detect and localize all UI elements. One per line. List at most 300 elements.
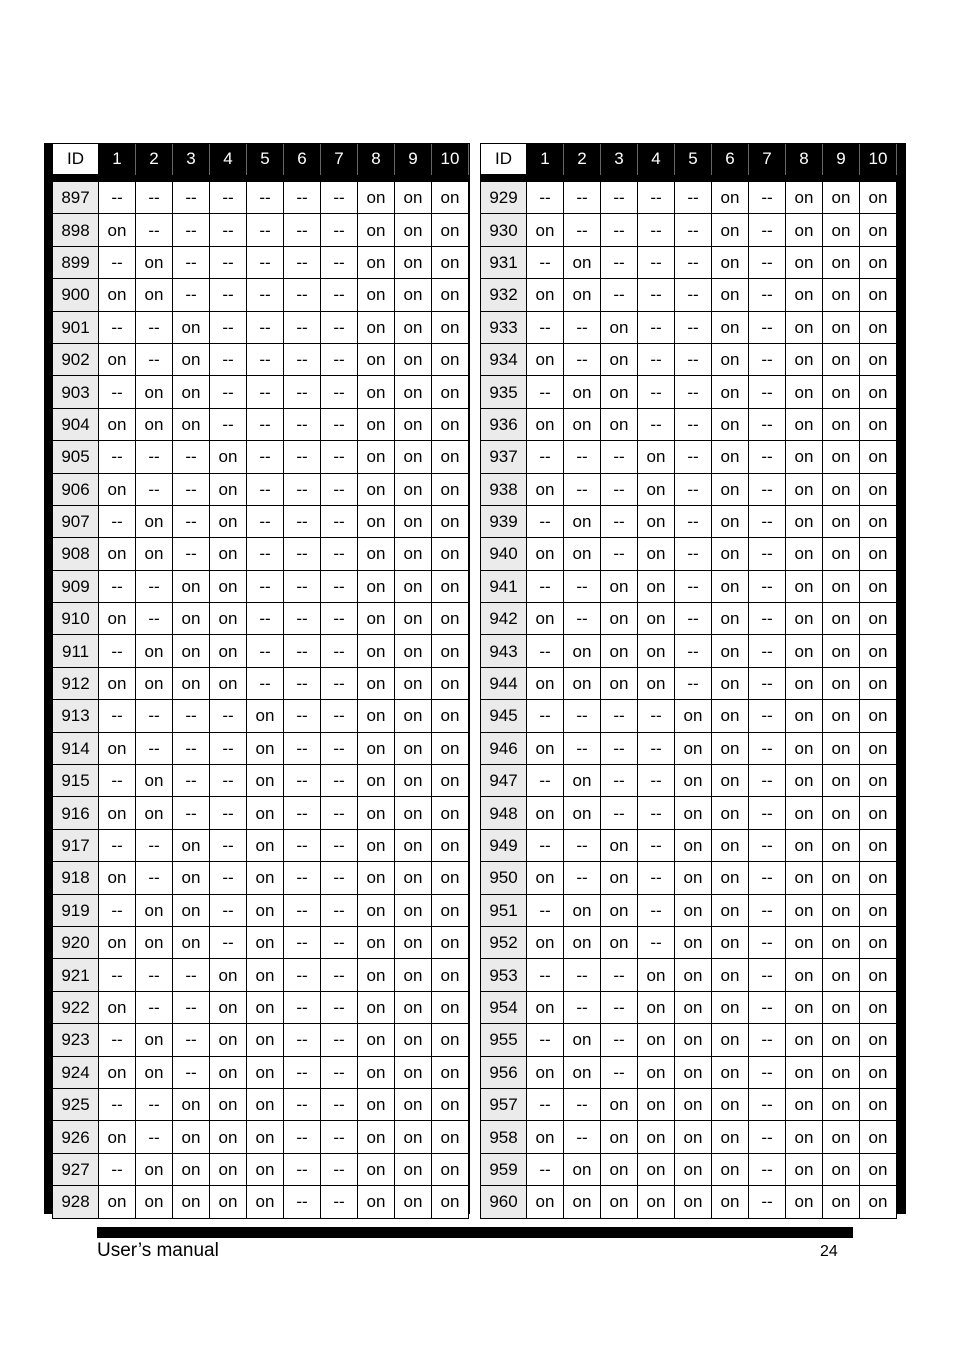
id-cell: 923 <box>53 1024 99 1056</box>
id-cell: 941 <box>481 570 527 602</box>
switch-cell: on <box>564 505 601 537</box>
switch-cell: on <box>527 408 564 440</box>
table-row <box>53 441 469 473</box>
switch-cell: -- <box>675 246 712 278</box>
switch-cell: on <box>432 732 469 764</box>
switch-cell: -- <box>527 959 564 991</box>
switch-cell: on <box>432 538 469 570</box>
switch-cell: on <box>210 667 247 699</box>
switch-cell: on <box>173 343 210 375</box>
switch-cell: on <box>860 765 897 797</box>
switch-cell: on <box>860 214 897 246</box>
switch-cell: on <box>99 862 136 894</box>
switch-cell: -- <box>99 959 136 991</box>
switch-cell: on <box>860 408 897 440</box>
switch-cell: -- <box>675 441 712 473</box>
switch-cell: -- <box>321 279 358 311</box>
switch-cell: -- <box>675 279 712 311</box>
switch-cell: on <box>210 603 247 635</box>
table-row <box>53 408 469 440</box>
switch-cell: on <box>712 376 749 408</box>
switch-cell: -- <box>749 894 786 926</box>
switch-cell: -- <box>601 246 638 278</box>
switch-cell: -- <box>247 214 284 246</box>
switch-cell: on <box>786 667 823 699</box>
switch-cell: on <box>136 408 173 440</box>
switch-cell: -- <box>284 1186 321 1218</box>
switch-cell: -- <box>321 894 358 926</box>
column-header-switch: 6 <box>712 144 749 175</box>
switch-cell: on <box>99 1056 136 1088</box>
switch-cell: -- <box>247 473 284 505</box>
dip-table-left-panel <box>44 143 470 1214</box>
switch-cell: on <box>823 667 860 699</box>
column-header-switch: 5 <box>247 144 284 175</box>
switch-cell: -- <box>564 829 601 861</box>
switch-cell: -- <box>284 1088 321 1120</box>
switch-cell: on <box>527 214 564 246</box>
switch-cell: on <box>786 1088 823 1120</box>
dip-table-left <box>52 143 469 1219</box>
column-header-switch: 3 <box>173 144 210 175</box>
column-header-switch: 4 <box>638 144 675 175</box>
table-row <box>53 1153 469 1185</box>
switch-cell: on <box>601 1121 638 1153</box>
switch-cell: on <box>712 246 749 278</box>
id-cell: 948 <box>481 797 527 829</box>
switch-cell: on <box>358 1186 395 1218</box>
switch-cell: on <box>675 700 712 732</box>
switch-cell: -- <box>601 1056 638 1088</box>
switch-cell: on <box>786 1153 823 1185</box>
switch-cell: on <box>210 635 247 667</box>
switch-cell: on <box>136 538 173 570</box>
switch-cell: -- <box>638 279 675 311</box>
switch-cell: -- <box>284 894 321 926</box>
switch-cell: on <box>210 1121 247 1153</box>
id-cell: 957 <box>481 1088 527 1120</box>
switch-cell: -- <box>675 182 712 214</box>
switch-cell: on <box>712 441 749 473</box>
switch-cell: on <box>712 732 749 764</box>
id-cell: 919 <box>53 894 99 926</box>
switch-cell: on <box>210 959 247 991</box>
switch-cell: on <box>564 538 601 570</box>
switch-cell: on <box>395 441 432 473</box>
switch-cell: -- <box>321 765 358 797</box>
switch-cell: on <box>601 862 638 894</box>
switch-cell: on <box>564 635 601 667</box>
id-cell: 932 <box>481 279 527 311</box>
switch-cell: on <box>823 538 860 570</box>
switch-cell: on <box>247 1186 284 1218</box>
table-row <box>481 246 897 278</box>
switch-cell: -- <box>210 246 247 278</box>
footer-rule <box>97 1227 853 1238</box>
switch-cell: -- <box>136 343 173 375</box>
switch-cell: on <box>358 797 395 829</box>
table-row <box>53 1121 469 1153</box>
switch-cell: on <box>823 1153 860 1185</box>
switch-cell: on <box>601 343 638 375</box>
switch-cell: on <box>564 1024 601 1056</box>
column-header-id: ID <box>481 144 527 175</box>
switch-cell: on <box>358 1024 395 1056</box>
id-cell: 960 <box>481 1186 527 1218</box>
switch-cell: on <box>860 279 897 311</box>
switch-cell: on <box>358 570 395 602</box>
switch-cell: on <box>395 732 432 764</box>
switch-cell: on <box>712 926 749 958</box>
switch-cell: -- <box>675 408 712 440</box>
switch-cell: -- <box>173 959 210 991</box>
switch-cell: on <box>712 959 749 991</box>
switch-cell: -- <box>321 862 358 894</box>
id-cell: 913 <box>53 700 99 732</box>
switch-cell: -- <box>99 894 136 926</box>
switch-cell: -- <box>601 505 638 537</box>
switch-cell: on <box>564 1153 601 1185</box>
switch-cell: -- <box>247 538 284 570</box>
switch-cell: on <box>358 1153 395 1185</box>
switch-cell: on <box>99 603 136 635</box>
switch-cell: -- <box>321 246 358 278</box>
table-row <box>53 538 469 570</box>
switch-cell: on <box>786 311 823 343</box>
switch-cell: on <box>395 182 432 214</box>
switch-cell: on <box>358 376 395 408</box>
switch-cell: -- <box>284 926 321 958</box>
id-cell: 909 <box>53 570 99 602</box>
switch-cell: on <box>712 214 749 246</box>
id-cell: 916 <box>53 797 99 829</box>
switch-cell: on <box>358 894 395 926</box>
switch-cell: -- <box>99 570 136 602</box>
switch-cell: on <box>786 732 823 764</box>
id-cell: 949 <box>481 829 527 861</box>
id-cell: 943 <box>481 635 527 667</box>
switch-cell: on <box>601 1088 638 1120</box>
switch-cell: -- <box>527 765 564 797</box>
switch-cell: -- <box>638 894 675 926</box>
table-row <box>53 894 469 926</box>
column-header-switch: 1 <box>527 144 564 175</box>
switch-cell: -- <box>638 343 675 375</box>
switch-cell: -- <box>284 570 321 602</box>
switch-cell: on <box>432 279 469 311</box>
switch-cell: on <box>712 862 749 894</box>
table-row <box>481 570 897 602</box>
switch-cell: on <box>860 505 897 537</box>
switch-cell: on <box>786 765 823 797</box>
table-row <box>481 279 897 311</box>
switch-cell: on <box>395 1088 432 1120</box>
id-cell: 900 <box>53 279 99 311</box>
id-cell: 910 <box>53 603 99 635</box>
switch-cell: -- <box>321 1153 358 1185</box>
switch-cell: on <box>395 635 432 667</box>
switch-cell: on <box>786 570 823 602</box>
switch-cell: on <box>395 214 432 246</box>
switch-cell: -- <box>247 667 284 699</box>
switch-cell: on <box>358 1056 395 1088</box>
switch-cell: on <box>712 182 749 214</box>
table-row <box>53 311 469 343</box>
switch-cell: on <box>823 765 860 797</box>
switch-cell: on <box>712 829 749 861</box>
switch-cell: -- <box>284 959 321 991</box>
switch-cell: -- <box>284 182 321 214</box>
switch-cell: -- <box>210 926 247 958</box>
switch-cell: -- <box>284 408 321 440</box>
switch-cell: on <box>638 1186 675 1218</box>
id-cell: 935 <box>481 376 527 408</box>
id-cell: 927 <box>53 1153 99 1185</box>
switch-cell: -- <box>210 279 247 311</box>
switch-cell: on <box>601 408 638 440</box>
id-cell: 940 <box>481 538 527 570</box>
id-cell: 947 <box>481 765 527 797</box>
switch-cell: -- <box>749 1024 786 1056</box>
switch-cell: -- <box>284 797 321 829</box>
switch-cell: -- <box>564 1121 601 1153</box>
switch-cell: on <box>247 1153 284 1185</box>
switch-cell: on <box>601 894 638 926</box>
table-row <box>53 246 469 278</box>
switch-cell: -- <box>749 570 786 602</box>
switch-cell: on <box>432 829 469 861</box>
switch-cell: on <box>860 246 897 278</box>
switch-cell: on <box>432 1056 469 1088</box>
switch-cell: on <box>358 441 395 473</box>
switch-cell: on <box>358 538 395 570</box>
switch-cell: on <box>638 667 675 699</box>
switch-cell: on <box>358 473 395 505</box>
switch-cell: -- <box>564 441 601 473</box>
switch-cell: -- <box>601 473 638 505</box>
id-cell: 901 <box>53 311 99 343</box>
switch-cell: -- <box>136 441 173 473</box>
switch-cell: on <box>712 635 749 667</box>
id-cell: 942 <box>481 603 527 635</box>
table-row <box>53 959 469 991</box>
switch-cell: on <box>860 603 897 635</box>
switch-cell: on <box>99 797 136 829</box>
switch-cell: -- <box>749 441 786 473</box>
id-cell: 939 <box>481 505 527 537</box>
table-row <box>481 505 897 537</box>
switch-cell: -- <box>601 279 638 311</box>
switch-cell: on <box>860 829 897 861</box>
id-cell: 908 <box>53 538 99 570</box>
id-cell: 926 <box>53 1121 99 1153</box>
header-gap-cell <box>481 175 897 182</box>
switch-cell: on <box>136 279 173 311</box>
switch-cell: -- <box>638 182 675 214</box>
switch-cell: -- <box>247 603 284 635</box>
switch-cell: -- <box>564 700 601 732</box>
switch-cell: -- <box>675 473 712 505</box>
switch-cell: on <box>173 603 210 635</box>
switch-cell: on <box>675 926 712 958</box>
switch-cell: -- <box>675 570 712 602</box>
column-header-id: ID <box>53 144 99 175</box>
switch-cell: on <box>358 311 395 343</box>
switch-cell: on <box>786 797 823 829</box>
table-row <box>53 182 469 214</box>
switch-cell: -- <box>321 473 358 505</box>
switch-cell: on <box>823 959 860 991</box>
switch-cell: on <box>712 505 749 537</box>
switch-cell: -- <box>247 441 284 473</box>
table-row <box>481 991 897 1023</box>
switch-cell: on <box>247 829 284 861</box>
id-cell: 931 <box>481 246 527 278</box>
switch-cell: -- <box>247 635 284 667</box>
switch-cell: on <box>823 473 860 505</box>
switch-cell: on <box>210 1024 247 1056</box>
switch-cell: -- <box>99 1088 136 1120</box>
switch-cell: on <box>601 829 638 861</box>
switch-cell: -- <box>99 765 136 797</box>
switch-cell: -- <box>210 343 247 375</box>
header-gap <box>481 175 897 182</box>
id-cell: 930 <box>481 214 527 246</box>
switch-cell: -- <box>321 991 358 1023</box>
switch-cell: -- <box>284 991 321 1023</box>
switch-cell: on <box>173 926 210 958</box>
switch-cell: on <box>432 635 469 667</box>
switch-cell: on <box>712 894 749 926</box>
switch-cell: -- <box>675 343 712 375</box>
switch-cell: on <box>173 1121 210 1153</box>
switch-cell: on <box>136 246 173 278</box>
switch-cell: -- <box>173 538 210 570</box>
switch-cell: on <box>860 991 897 1023</box>
switch-cell: on <box>712 1153 749 1185</box>
switch-cell: -- <box>527 311 564 343</box>
switch-cell: on <box>860 667 897 699</box>
table-row <box>53 926 469 958</box>
switch-cell: -- <box>321 667 358 699</box>
switch-cell: on <box>823 1024 860 1056</box>
id-cell: 950 <box>481 862 527 894</box>
switch-cell: -- <box>601 214 638 246</box>
switch-cell: on <box>823 1121 860 1153</box>
switch-cell: on <box>712 1024 749 1056</box>
table-row <box>53 279 469 311</box>
switch-cell: on <box>860 1121 897 1153</box>
switch-cell: -- <box>136 959 173 991</box>
switch-cell: -- <box>99 182 136 214</box>
switch-cell: -- <box>749 214 786 246</box>
switch-cell: -- <box>321 732 358 764</box>
switch-cell: -- <box>210 214 247 246</box>
table-row <box>53 829 469 861</box>
switch-cell: on <box>860 182 897 214</box>
switch-cell: on <box>432 700 469 732</box>
switch-cell: on <box>395 765 432 797</box>
switch-cell: -- <box>284 343 321 375</box>
id-cell: 958 <box>481 1121 527 1153</box>
switch-cell: on <box>136 894 173 926</box>
id-cell: 917 <box>53 829 99 861</box>
id-cell: 907 <box>53 505 99 537</box>
switch-cell: -- <box>675 376 712 408</box>
table-row <box>481 1121 897 1153</box>
switch-cell: -- <box>749 279 786 311</box>
table-row <box>481 765 897 797</box>
switch-cell: on <box>395 311 432 343</box>
switch-cell: on <box>564 667 601 699</box>
switch-cell: on <box>358 926 395 958</box>
switch-cell: -- <box>638 700 675 732</box>
switch-cell: on <box>675 894 712 926</box>
switch-cell: -- <box>136 1121 173 1153</box>
switch-cell: -- <box>527 1088 564 1120</box>
switch-cell: on <box>786 959 823 991</box>
switch-cell: on <box>432 1153 469 1185</box>
switch-cell: -- <box>321 570 358 602</box>
switch-cell: -- <box>601 538 638 570</box>
switch-cell: on <box>210 473 247 505</box>
switch-cell: on <box>823 1186 860 1218</box>
column-header-switch: 10 <box>860 144 897 175</box>
switch-cell: on <box>675 1186 712 1218</box>
switch-cell: on <box>395 1153 432 1185</box>
switch-cell: -- <box>527 635 564 667</box>
id-cell: 934 <box>481 343 527 375</box>
table-row <box>481 182 897 214</box>
switch-cell: on <box>432 1088 469 1120</box>
switch-cell: on <box>638 635 675 667</box>
switch-cell: -- <box>601 765 638 797</box>
switch-cell: -- <box>564 473 601 505</box>
switch-cell: on <box>823 1088 860 1120</box>
switch-cell: on <box>247 991 284 1023</box>
switch-cell: -- <box>136 862 173 894</box>
switch-cell: on <box>638 473 675 505</box>
switch-cell: -- <box>749 343 786 375</box>
switch-cell: on <box>860 1024 897 1056</box>
switch-cell: -- <box>136 991 173 1023</box>
switch-cell: on <box>395 376 432 408</box>
table-row <box>481 538 897 570</box>
switch-cell: -- <box>247 505 284 537</box>
switch-cell: on <box>675 765 712 797</box>
table-row <box>481 894 897 926</box>
switch-cell: on <box>860 441 897 473</box>
switch-cell: on <box>210 441 247 473</box>
switch-cell: -- <box>284 538 321 570</box>
switch-cell: -- <box>284 635 321 667</box>
switch-cell: on <box>638 603 675 635</box>
switch-cell: on <box>395 603 432 635</box>
switch-cell: on <box>675 1056 712 1088</box>
switch-cell: -- <box>749 473 786 505</box>
switch-cell: on <box>173 1088 210 1120</box>
switch-cell: -- <box>321 1121 358 1153</box>
switch-cell: on <box>432 926 469 958</box>
switch-cell: on <box>99 732 136 764</box>
switch-cell: on <box>823 797 860 829</box>
switch-cell: -- <box>321 635 358 667</box>
switch-cell: on <box>601 667 638 699</box>
switch-cell: -- <box>749 732 786 764</box>
switch-cell: -- <box>527 829 564 861</box>
switch-cell: -- <box>284 214 321 246</box>
switch-cell: -- <box>173 1024 210 1056</box>
